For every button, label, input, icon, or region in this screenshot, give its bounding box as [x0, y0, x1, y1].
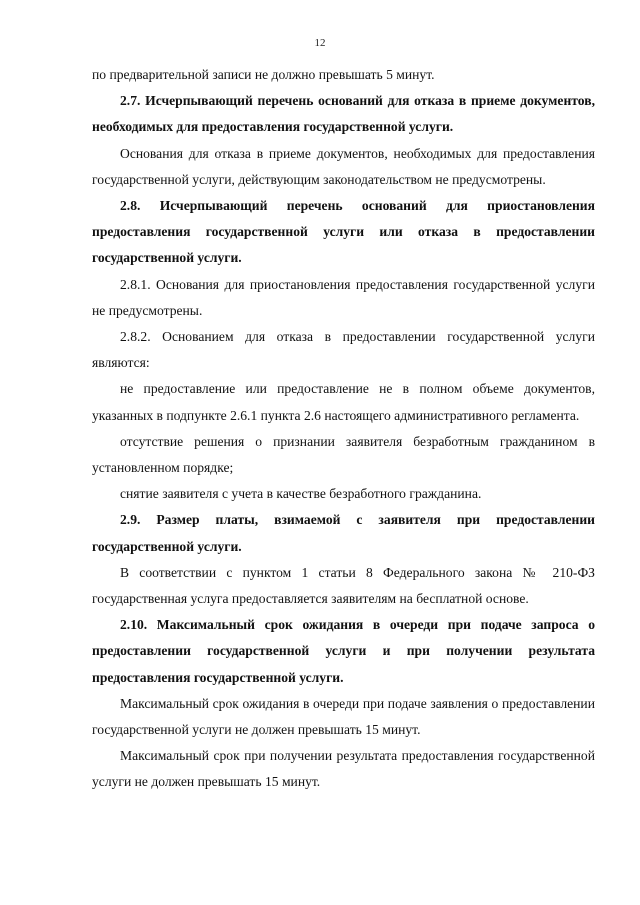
paragraph-2-7-body: Основания для отказа в приеме документов, необходимых для предоставления государственной услуги, действующим законодательством не предусмотрены. — [92, 145, 595, 187]
paragraph-2-10-result-time: Максимальный срок при получении результата предоставления государственной услуги не должен превышать 15 минут. — [92, 748, 595, 790]
paragraph-2-8-1: 2.8.1. Основания для приостановления предоставления государственной услуги не предусмотрены. — [92, 276, 595, 318]
page-number: 12 — [314, 37, 326, 49]
section-heading-2-7: 2.7. Исчерпывающий перечень оснований для отказа в приеме документов, необходимых для предоставления государственной услуги. — [92, 93, 595, 135]
paragraph-2-8-2: 2.8.2. Основанием для отказа в предоставлении государственной услуги являются: — [92, 329, 595, 371]
list-item-documents: не предоставление или предоставление не в полном объеме документов, указанных в подпункте 2.6.1 пункта 2.6 настоящего административного регламента. — [92, 381, 595, 423]
document-body — [92, 62, 595, 796]
list-item-deregistration: снятие заявителя с учета в качестве безработного гражданина. — [120, 486, 482, 502]
paragraph-2-9-body: В соответствии с пунктом 1 статьи 8 Федерального закона № 210-ФЗ государственная услуга предоставляется заявителям на бесплатной основе. — [92, 564, 595, 607]
section-heading-2-10: 2.10. Максимальный срок ожидания в очереди при подаче запроса о предоставлении государственной услуги и при получении результата предоставления государственной услуги. — [92, 617, 595, 685]
section-heading-2-9: 2.9. Размер платы, взимаемой с заявителя при предоставлении государственной услуги. — [92, 512, 595, 554]
paragraph-2-10-waiting-time: Максимальный срок ожидания в очереди при подаче заявления о предоставлении государственной услуги не должен превышать 15 минут. — [92, 695, 595, 738]
list-item-no-decision: отсутствие решения о признании заявителя безработным гражданином в установленном порядке; — [92, 433, 595, 476]
section-heading-2-8: 2.8. Исчерпывающий перечень оснований для приостановления предоставления государственной услуги или отказа в предоставлении государственной услуги. — [92, 198, 595, 266]
paragraph-continuation: по предварительной записи не должно превышать 5 минут. — [92, 67, 435, 82]
